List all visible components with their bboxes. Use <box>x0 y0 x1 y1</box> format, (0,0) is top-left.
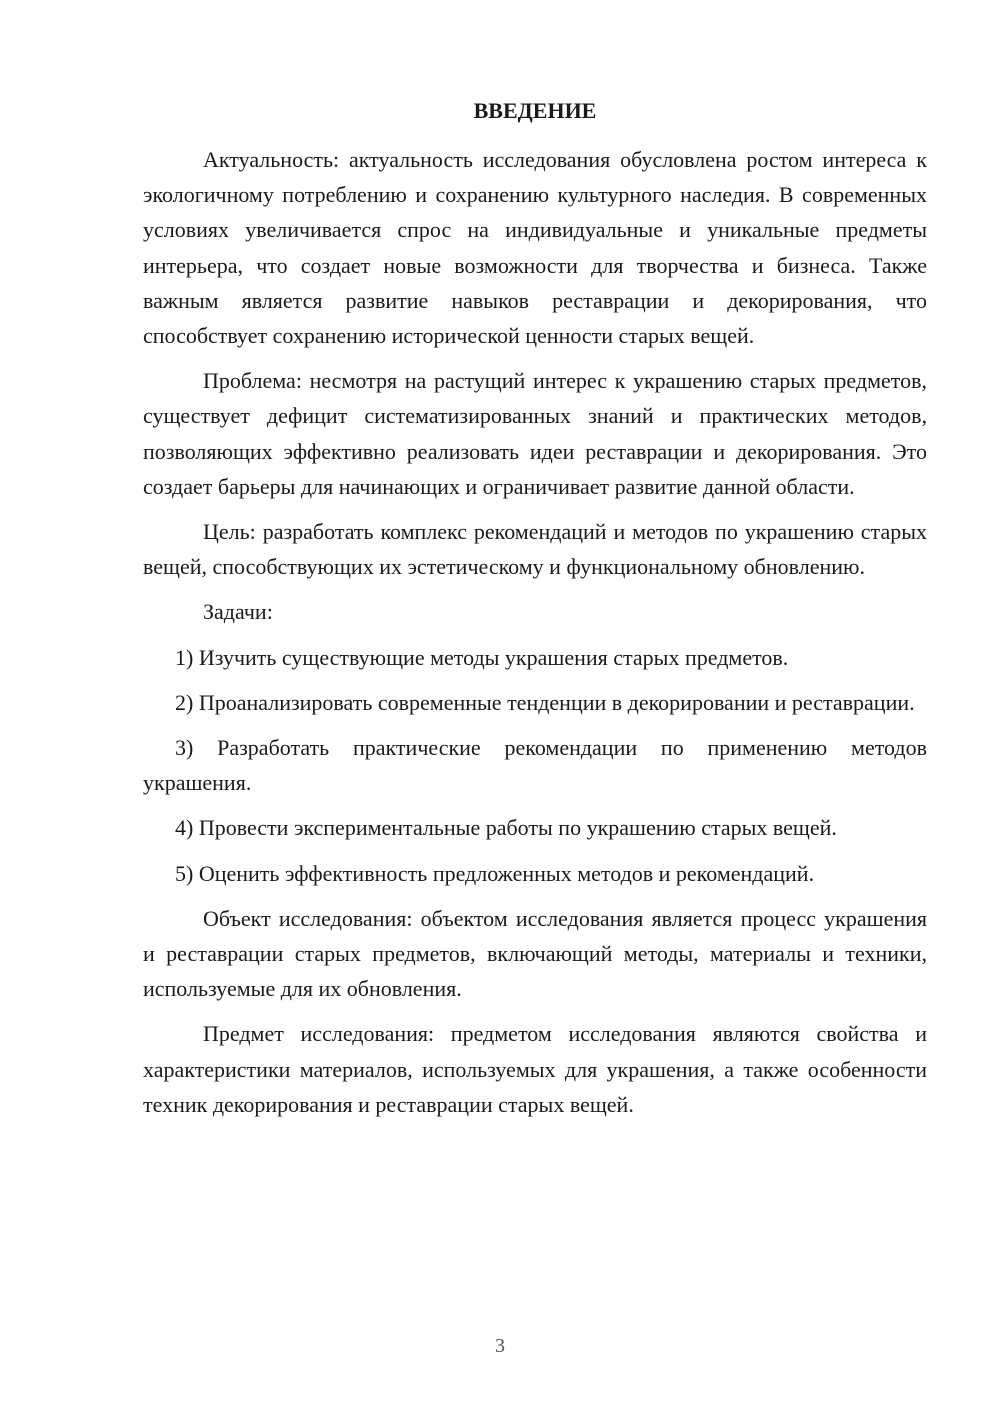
task-item-1: 1) Изучить существующие методы украшения старых предметов. <box>175 644 789 670</box>
tasks-label: Задачи: <box>203 599 273 625</box>
task-item-3: 3) Разработать практические рекомендации по применению методов украшения. <box>143 735 927 796</box>
task-item-2: 2) Проанализировать современные тенденции в декорировании и реставрации. <box>175 689 915 715</box>
paragraph-goal: Цель: разработать комплекс рекомендаций и методов по украшению старых вещей, способствующих их эстетическому и функциональному обновлению. <box>143 519 927 580</box>
document-body <box>143 142 927 1132</box>
paragraph-problem: Проблема: несмотря на растущий интерес к украшению старых предметов, существует дефицит систематизированных знаний и практических методов, позволяющих эффективно реализовать идеи реставрации и декорирования. Это создает барьеры для начинающих и ограничивает развитие данной области. <box>143 368 927 499</box>
paragraph-object: Объект исследования: объектом исследования является процесс украшения и реставрации старых предметов, включающий методы, материалы и техники, используемые для их обновления. <box>143 905 927 1002</box>
paragraph-subject: Предмет исследования: предметом исследования являются свойства и характеристики материалов, используемых для украшения, а также особенности техник декорирования и реставрации старых вещей. <box>143 1021 927 1117</box>
paragraph-relevance: Актуальность: актуальность исследования обусловлена ростом интереса к экологичному потреблению и сохранению культурного наследия. В современных условиях увеличивается спрос на индивидуальные и уникальные предметы интерьера, что создает новые возможности для творчества и бизнеса. Также важным является развитие навыков реставрации и декорирования, что способствует сохранению исторической ценности старых вещей. <box>143 147 927 349</box>
page-title: ВВЕДЕНИЕ <box>473 98 597 123</box>
task-item-4: 4) Провести экспериментальные работы по украшению старых вещей. <box>175 815 837 841</box>
page-number: 3 <box>495 1335 505 1357</box>
task-item-5: 5) Оценить эффективность предложенных методов и рекомендаций. <box>175 860 815 886</box>
